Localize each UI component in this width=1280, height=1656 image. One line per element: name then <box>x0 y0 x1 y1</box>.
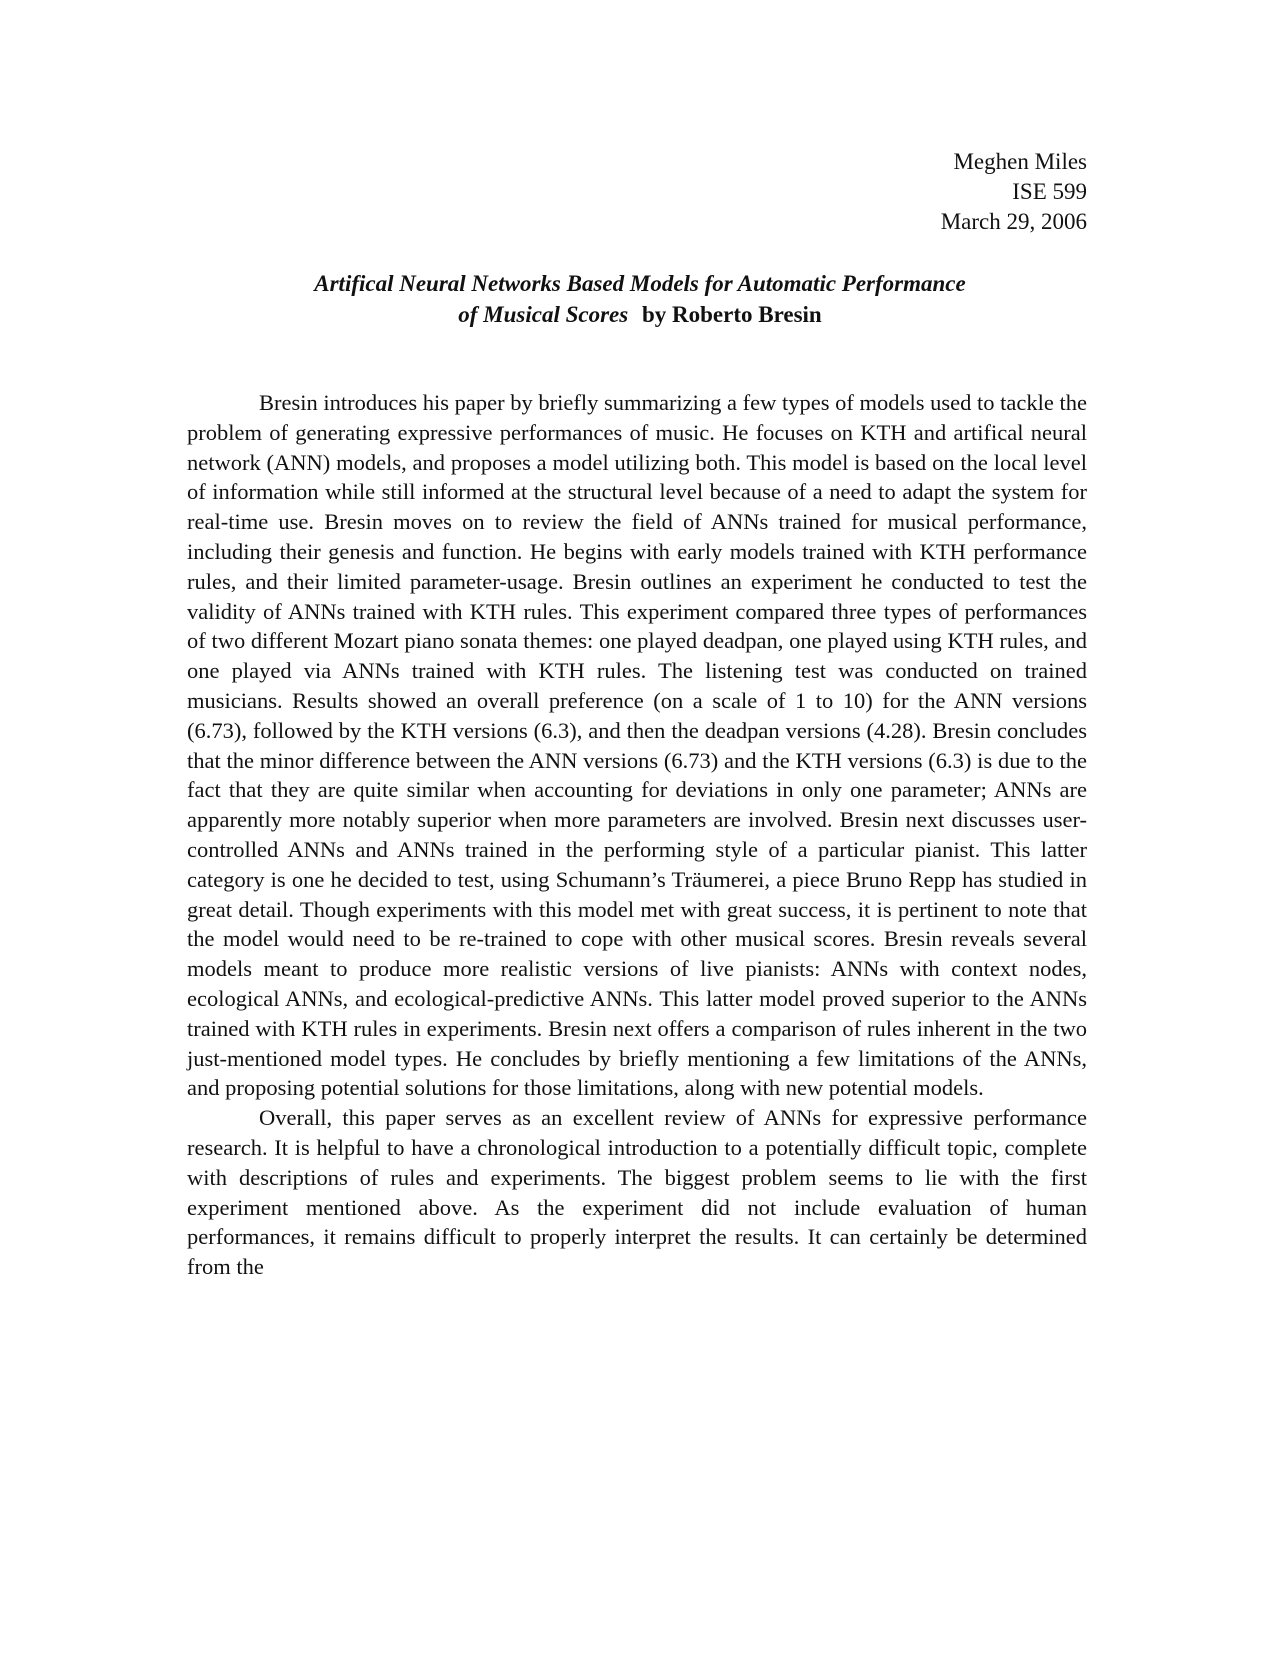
title-line-1 <box>0 268 1280 299</box>
title-line-2 <box>0 299 1280 330</box>
body-text <box>187 388 1087 1282</box>
title-italic-part-1: Artifical Neural Networks Based Models for Automatic Performance <box>314 271 966 296</box>
document-title <box>0 268 1280 330</box>
course-code: ISE 599 <box>1012 179 1087 204</box>
title-italic-part-2: of Musical Scores <box>458 302 629 327</box>
paragraph-1: Bresin introduces his paper by briefly summarizing a few types of models used to tackle the problem of generating expressive performances of music. He focuses on KTH and artifical neural network (ANN) models, and proposes a model utilizing both. This model is based on the local level of information while still informed at the structural level because of a need to adapt the system for real-time use. Bresin moves on to review the field of ANNs trained for musical performance, including their genesis and function. He begins with early models trained with KTH performance rules, and their limited parameter-usage. Bresin outlines an experiment he conducted to test the validity of ANNs trained with KTH rules. This experiment compared three types of performances of two different Mozart piano sonata themes: one played deadpan, one played using KTH rules, and one played via ANNs trained with KTH rules. The listening test was conducted on trained musicians. Results showed an overall preference (on a scale of 1 to 10) for the ANN versions (6.73), followed by the KTH versions (6.3), and then the deadpan versions (4.28). Bresin concludes that the minor difference between the ANN versions (6.73) and the KTH versions (6.3) is due to the fact that they are quite similar when accounting for deviations in only one parameter; ANNs are apparently more notably superior when more parameters are involved. Bresin next discusses user-controlled ANNs and ANNs trained in the performing style of a particular pianist. This latter category is one he decided to test, using Schumann’s Träumerei, a piece Bruno Repp has studied in great detail. Though experiments with this model met with great success, it is pertinent to note that the model would need to be re-trained to cope with other musical scores. Bresin reveals several models meant to produce more realistic versions of live pianists: ANNs with context nodes, ecological ANNs, and ecological-predictive ANNs. This latter model proved superior to the ANNs trained with KTH rules in experiments. Bresin next offers a comparison of rules inherent in the two just-mentioned model types. He concludes by briefly mentioning a few limitations of the ANNs, and proposing potential solutions for those limitations, along with new potential models. <box>187 390 1087 1101</box>
title-byline: by Roberto Bresin <box>641 302 822 327</box>
author-name: Meghen Miles <box>953 149 1087 174</box>
header-block <box>941 147 1087 237</box>
document-date: March 29, 2006 <box>940 209 1087 234</box>
paragraph-2: Overall, this paper serves as an excellent review of ANNs for expressive performance research. It is helpful to have a chronological introduction to a potentially difficult topic, complete with descriptions of rules and experiments. The biggest problem seems to lie with the first experiment mentioned above. As the experiment did not include evaluation of human performances, it remains difficult to properly interpret the results. It can certainly be determined from the <box>187 1105 1087 1280</box>
